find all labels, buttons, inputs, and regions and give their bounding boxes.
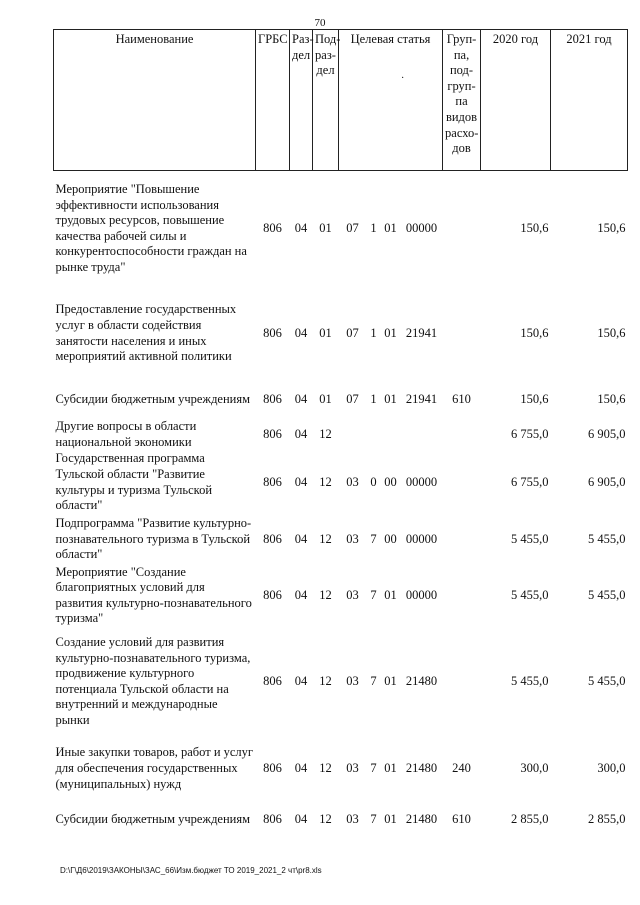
cell-vr: 610: [452, 391, 471, 406]
cell-name: Государственная программа Тульской области "Развитие культуры и туризма Тульской области": [55, 451, 213, 513]
cell-rz: 04: [294, 812, 308, 827]
cell-rz: 04: [294, 325, 308, 340]
cell-vr: [443, 171, 481, 287]
cell-t2: 1: [370, 391, 377, 406]
cell-v2020: 2 855,0: [511, 812, 549, 827]
budget-table: [53, 29, 628, 839]
cell-v2021: 5 455,0: [588, 531, 626, 546]
cell-name: Субсидии бюджетным учреждениям: [55, 812, 251, 827]
cell-pr: 12: [319, 426, 332, 441]
cell-pr: 01: [319, 220, 332, 235]
table-row: [54, 419, 628, 451]
cell-rz: 04: [294, 391, 308, 406]
header-2021: 2021 год: [551, 30, 628, 171]
cell-t2: [367, 419, 381, 451]
cell-name: Мероприятие "Повышение эффективности использования трудовых ресурсов, повышение качества рабочей силы и конкурентоспособности граждан на рынке труда": [55, 181, 247, 274]
cell-v2020: 6 755,0: [511, 426, 549, 441]
stray-mark: ·: [401, 73, 405, 84]
cell-t2: 7: [370, 674, 377, 689]
cell-grbs: 806: [263, 474, 282, 489]
table-row: [54, 451, 628, 515]
cell-t2: 7: [370, 587, 377, 602]
cell-name: Другие вопросы в области национальной экономики: [55, 418, 197, 449]
cell-v2020: 300,0: [520, 761, 549, 776]
cell-v2021: 300,0: [597, 761, 626, 776]
cell-rz: 04: [294, 674, 308, 689]
cell-t3: 01: [384, 761, 397, 776]
cell-vr: [443, 451, 481, 515]
cell-v2021: 6 905,0: [588, 474, 626, 489]
cell-v2021: 6 905,0: [588, 426, 626, 441]
cell-t1: 03: [346, 674, 359, 689]
header-grbs: ГРБС: [256, 30, 290, 171]
cell-t4: 00000: [405, 587, 438, 602]
cell-t3: 00: [384, 531, 397, 546]
cell-pr: 12: [319, 674, 332, 689]
cell-t4: 00000: [405, 220, 438, 235]
cell-t1: 07: [346, 325, 359, 340]
cell-rz: 04: [294, 220, 308, 235]
cell-name: Субсидии бюджетным учреждениям: [55, 391, 251, 406]
table-row: [54, 801, 628, 839]
cell-t4: 00000: [405, 531, 438, 546]
cell-t2: 1: [370, 325, 377, 340]
cell-t4: 21480: [405, 674, 438, 689]
cell-vr: [443, 565, 481, 627]
header-razdel: Раз-дел: [290, 30, 313, 171]
cell-vr: 610: [452, 812, 471, 827]
cell-t2: 0: [370, 474, 377, 489]
cell-v2020: 5 455,0: [511, 531, 549, 546]
page-number: 70: [314, 17, 326, 29]
cell-t4: 21480: [405, 761, 438, 776]
cell-t1: 07: [346, 391, 359, 406]
header-name: Наименование: [54, 30, 256, 171]
cell-pr: 12: [319, 587, 332, 602]
cell-v2021: 2 855,0: [588, 812, 626, 827]
cell-t1: 03: [346, 761, 359, 776]
cell-t4: 21941: [405, 391, 438, 406]
cell-v2020: 150,6: [520, 391, 549, 406]
cell-v2021: 5 455,0: [588, 587, 626, 602]
cell-v2020: 150,6: [520, 325, 549, 340]
cell-t3: 00: [384, 474, 397, 489]
cell-vr: [443, 419, 481, 451]
cell-grbs: 806: [263, 391, 282, 406]
cell-grbs: 806: [263, 220, 282, 235]
cell-t3: 01: [384, 325, 397, 340]
cell-t3: 01: [384, 674, 397, 689]
cell-t2: 7: [370, 812, 377, 827]
cell-grbs: 806: [263, 812, 282, 827]
cell-vr: [443, 515, 481, 565]
cell-t1: 03: [346, 531, 359, 546]
cell-name: Предоставление государственных услуг в области содействия занятости населения и иных мероприятий активной политики: [55, 302, 237, 364]
cell-name: Иные закупки товаров, работ и услуг для обеспечения государственных (муниципальных) нужд: [55, 745, 254, 791]
table-row: [54, 737, 628, 801]
cell-v2020: 5 455,0: [511, 587, 549, 602]
cell-pr: 12: [319, 531, 332, 546]
cell-t3: 01: [384, 812, 397, 827]
cell-t1: [339, 419, 367, 451]
cell-t1: 03: [346, 812, 359, 827]
cell-v2020: 5 455,0: [511, 674, 549, 689]
cell-t4: 21941: [405, 325, 438, 340]
cell-name: Создание условий для развития культурно-познавательного туризма, продвижение культурного потенциала Тульской области на внутренний и международные рынки: [55, 635, 251, 728]
header-target: Целевая статья: [339, 30, 443, 171]
cell-pr: 12: [319, 474, 332, 489]
cell-t3: 01: [384, 587, 397, 602]
cell-v2020: 6 755,0: [511, 474, 549, 489]
cell-name: Мероприятие "Создание благоприятных условий для развития культурно-познавательного туризма": [55, 564, 252, 626]
cell-grbs: 806: [263, 587, 282, 602]
cell-t4: [401, 419, 443, 451]
header-2020: 2020 год: [481, 30, 551, 171]
cell-pr: 12: [319, 761, 332, 776]
cell-pr: 01: [319, 325, 332, 340]
cell-vr: [443, 287, 481, 381]
cell-pr: 01: [319, 391, 332, 406]
cell-v2021: 150,6: [597, 391, 626, 406]
table-row: [54, 381, 628, 419]
cell-t2: 7: [370, 531, 377, 546]
cell-grbs: 806: [263, 761, 282, 776]
cell-rz: 04: [294, 531, 308, 546]
cell-t2: 7: [370, 761, 377, 776]
footer-path: D:\Г\Д6\2019\ЗАКОНЫ\ЗАС_66\Изм.бюджет ТО 2019_2021_2 чт\pr8.xls: [60, 866, 322, 875]
cell-grbs: 806: [263, 531, 282, 546]
cell-v2021: 150,6: [597, 325, 626, 340]
table-row: [54, 515, 628, 565]
table-row: [54, 287, 628, 381]
cell-t3: [381, 419, 401, 451]
table-row: [54, 171, 628, 287]
cell-t4: 00000: [405, 474, 438, 489]
cell-t1: 03: [346, 587, 359, 602]
cell-grbs: 806: [263, 674, 282, 689]
table-row: [54, 565, 628, 627]
cell-rz: 04: [294, 587, 308, 602]
cell-t3: 01: [384, 220, 397, 235]
cell-rz: 04: [294, 474, 308, 489]
cell-v2020: 150,6: [520, 220, 549, 235]
cell-t4: 21480: [405, 812, 438, 827]
cell-vr: [443, 627, 481, 737]
header-podrazdel: Под-раз-дел: [313, 30, 339, 171]
cell-t1: 03: [346, 474, 359, 489]
cell-grbs: 806: [263, 325, 282, 340]
cell-t3: 01: [384, 391, 397, 406]
cell-t1: 07: [346, 220, 359, 235]
cell-vr: 240: [452, 761, 471, 776]
cell-name: Подпрограмма "Развитие культурно-познавательного туризма в Тульской области": [55, 516, 252, 562]
cell-t2: 1: [370, 220, 377, 235]
cell-grbs: 806: [263, 426, 282, 441]
cell-pr: 12: [319, 812, 332, 827]
header-group: Груп-па, под-груп-па видов расхо-дов: [443, 30, 481, 171]
cell-v2021: 5 455,0: [588, 674, 626, 689]
cell-rz: 04: [294, 426, 308, 441]
cell-rz: 04: [294, 761, 308, 776]
table-row: [54, 627, 628, 737]
cell-v2021: 150,6: [597, 220, 626, 235]
